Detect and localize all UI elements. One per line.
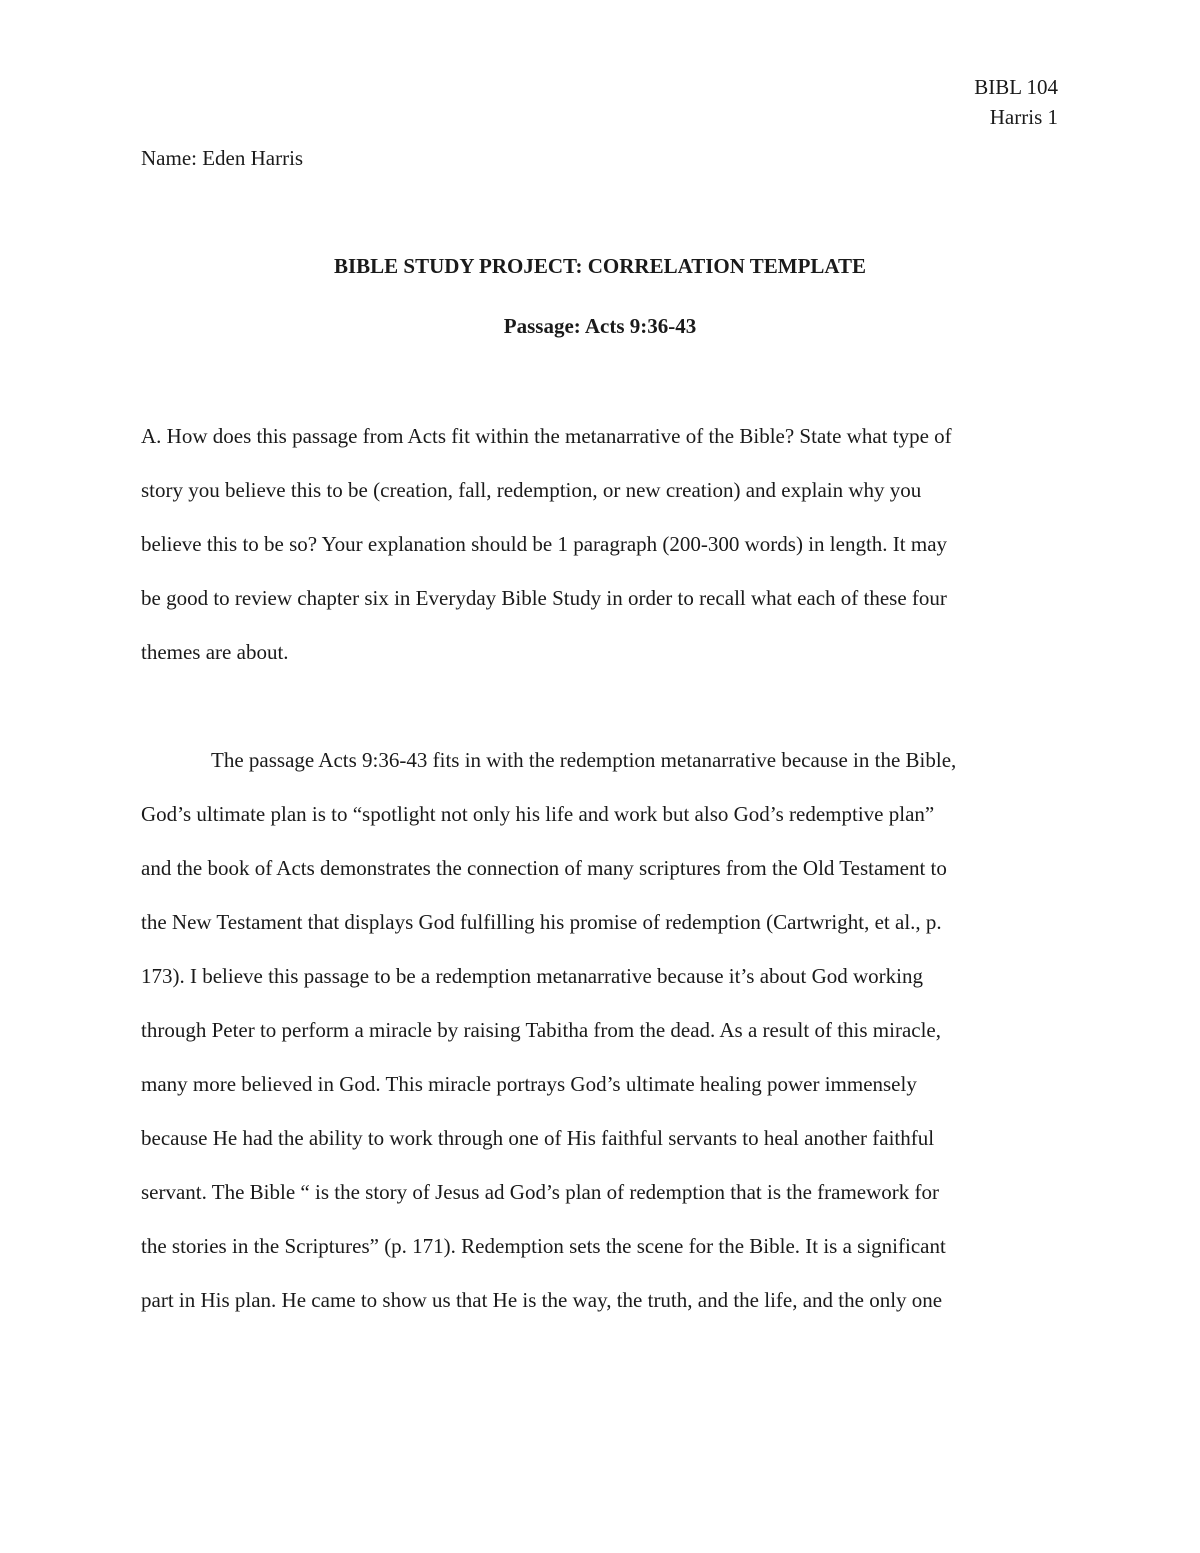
response-line: God’s ultimate plan is to “spotlight not only his life and work but also God’s redemptive plan”: [141, 802, 935, 826]
response-paragraph: [141, 745, 1071, 1339]
prompt-line: story you believe this to be (creation, fall, redemption, or new creation) and explain why you: [141, 478, 922, 502]
prompt-line: A. How does this passage from Acts fit within the metanarrative of the Bible? State what type of: [141, 424, 952, 448]
question-prompt: [141, 421, 1071, 691]
response-line: 173). I believe this passage to be a redemption metanarrative because it’s about God working: [141, 964, 924, 988]
response-line: servant. The Bible “ is the story of Jesus ad God’s plan of redemption that is the framework for: [141, 1180, 940, 1204]
prompt-line: believe this to be so? Your explanation should be 1 paragraph (200-300 words) in length. It may: [141, 532, 948, 556]
response-line: because He had the ability to work through one of His faithful servants to heal another faithful: [141, 1126, 935, 1150]
response-line: many more believed in God. This miracle portrays God’s ultimate healing power immensely: [141, 1072, 917, 1096]
response-line: the New Testament that displays God fulfilling his promise of redemption (Cartwright, et al., p.: [141, 910, 942, 934]
response-line: the stories in the Scriptures” (p. 171). Redemption sets the scene for the Bible. It is a significant: [141, 1234, 946, 1258]
passage-heading: Passage: Acts 9:36-43: [503, 314, 697, 338]
response-line: through Peter to perform a miracle by raising Tabitha from the dead. As a result of this miracle,: [141, 1018, 941, 1042]
page-number-label: Harris 1: [989, 105, 1058, 129]
document-title: BIBLE STUDY PROJECT: CORRELATION TEMPLATE: [333, 254, 867, 278]
response-line: and the book of Acts demonstrates the connection of many scriptures from the Old Testament to: [141, 856, 947, 880]
student-name-line: Name: Eden Harris: [141, 146, 304, 170]
response-line: The passage Acts 9:36-43 fits in with the redemption metanarrative because in the Bible,: [211, 748, 957, 772]
running-header: [974, 72, 1058, 132]
prompt-line: be good to review chapter six in Everyday Bible Study in order to recall what each of these four: [141, 586, 947, 610]
course-code: BIBL 104: [974, 75, 1058, 99]
response-line: part in His plan. He came to show us that He is the way, the truth, and the life, and the only one: [141, 1288, 943, 1312]
prompt-line: themes are about.: [141, 640, 289, 664]
